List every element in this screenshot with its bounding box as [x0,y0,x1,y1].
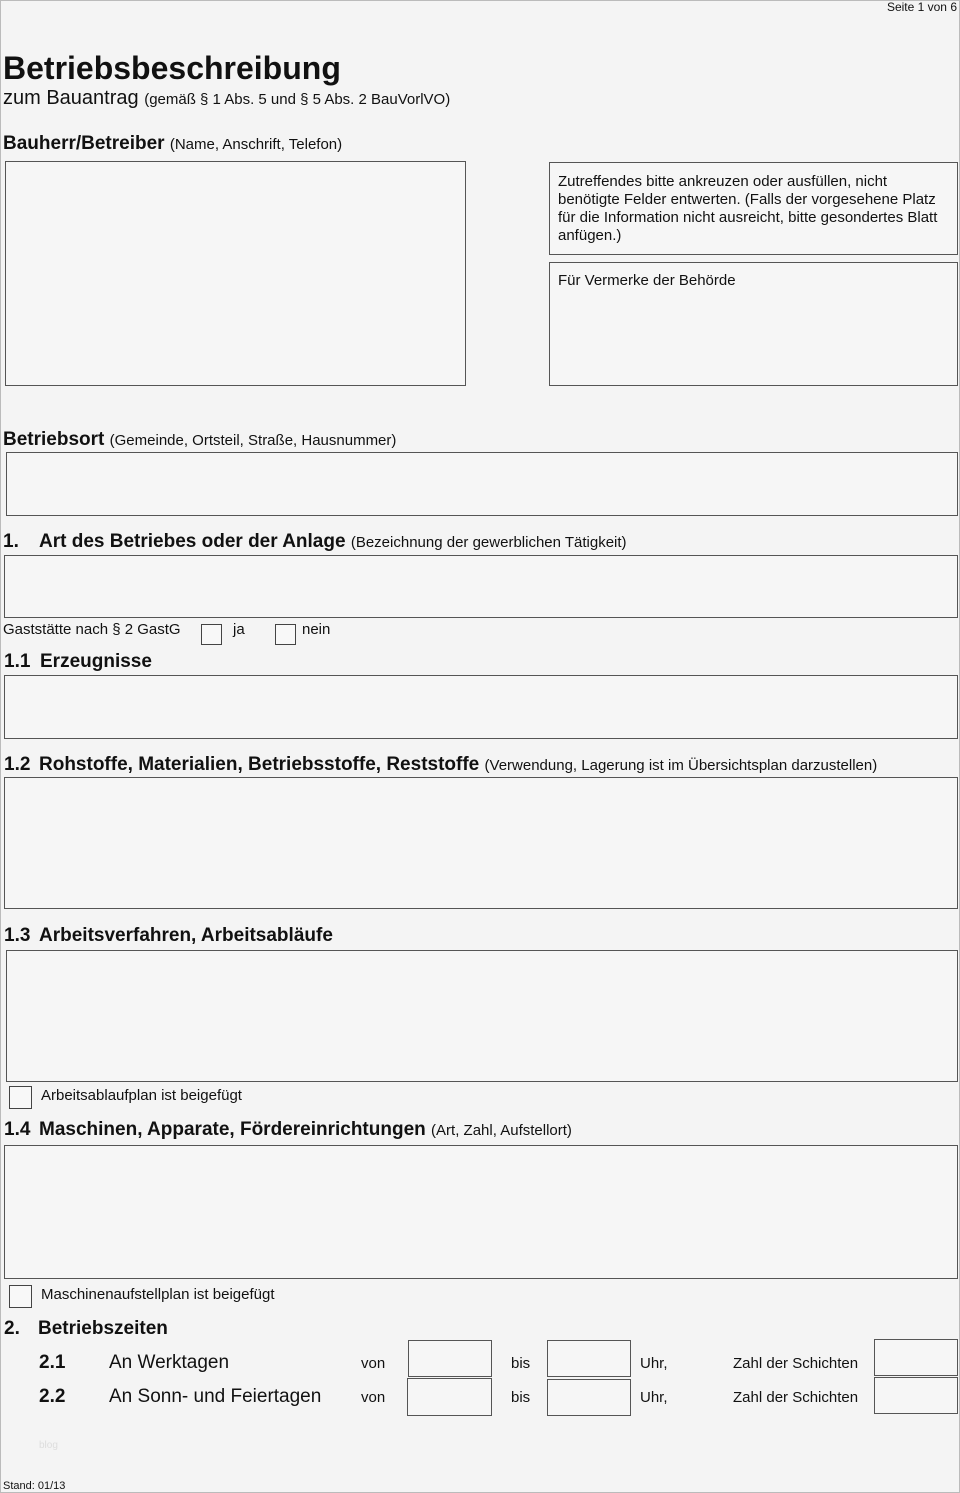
gaststaette-no-checkbox[interactable] [275,624,296,645]
section1-note: (Bezeichnung der gewerblichen Tätigkeit) [350,534,627,551]
weekday-to-input[interactable] [547,1340,631,1377]
section1-heading [3,532,627,551]
page-title: Betriebsbeschreibung [3,50,341,86]
section2-label: Betriebszeiten [38,1318,168,1339]
gaststaette-yes-label: ja [233,621,245,638]
betriebsort-note: (Gemeinde, Ortsteil, Straße, Hausnummer) [109,432,397,449]
section1-label: Art des Betriebes oder der Anlage [39,531,346,552]
section1-1-heading [4,652,152,671]
section1-3-heading [4,926,333,945]
section1-4-number: 1.4 [4,1119,31,1140]
row-2-2-shifts-label: Zahl der Schichten [733,1389,859,1406]
bauherr-note: (Name, Anschrift, Telefon) [169,136,343,153]
betriebsort-heading [3,430,396,449]
watermark: blog [39,1440,58,1451]
holiday-from-input[interactable] [407,1378,492,1416]
gaststaette-yes-checkbox[interactable] [201,624,222,645]
bauherr-field[interactable] [5,161,466,386]
section2-heading [4,1319,168,1338]
instructions-box [549,162,958,255]
section1-number: 1. [3,531,19,552]
business-type-field[interactable] [4,555,958,618]
section1-2-heading [4,755,877,774]
section1-3-number: 1.3 [4,925,31,946]
section1-4-note: (Art, Zahl, Aufstellort) [431,1122,572,1139]
section1-1-number: 1.1 [4,651,31,672]
section1-1-label: Erzeugnisse [40,651,152,672]
row-2-2-from-label: von [361,1389,386,1406]
authority-notes-box [549,262,958,386]
row-2-2-unit: Uhr, [640,1389,668,1406]
row-2-2-number: 2.2 [39,1386,66,1407]
materials-field[interactable] [4,777,958,909]
row-2-2-to-label: bis [511,1389,531,1406]
procedures-field[interactable] [6,950,958,1082]
machine-plan-label: Maschinenaufstellplan ist beigefügt [41,1286,275,1303]
subtitle-main: zum Bauantrag [3,87,139,109]
machine-plan-checkbox[interactable] [9,1285,32,1308]
workflow-plan-checkbox[interactable] [9,1086,32,1109]
section1-2-label: Rohstoffe, Materialien, Betriebsstoffe, Reststoffe [39,754,480,775]
betriebsort-field[interactable] [6,452,958,516]
weekday-shifts-input[interactable] [874,1339,958,1376]
section1-3-label: Arbeitsverfahren, Arbeitsabläufe [39,925,333,946]
gaststaette-no-label: nein [302,621,331,638]
row-2-2-label: An Sonn- und Feiertagen [109,1386,322,1407]
weekday-from-input[interactable] [408,1340,492,1377]
authority-notes-label: Für Vermerke der Behörde [558,272,736,289]
row-2-1-to-label: bis [511,1355,531,1372]
gaststaette-label: Gaststätte nach § 2 GastG [3,621,181,638]
workflow-plan-label: Arbeitsablaufplan ist beigefügt [41,1087,242,1104]
bauherr-label: Bauherr/Betreiber [3,133,165,154]
section1-4-label: Maschinen, Apparate, Fördereinrichtungen [39,1119,426,1140]
bauherr-heading [3,134,342,153]
section1-2-note: (Verwendung, Lagerung ist im Übersichtsplan darzustellen) [484,757,878,774]
row-2-1-unit: Uhr, [640,1355,668,1372]
holiday-shifts-input[interactable] [874,1377,958,1414]
section2-number: 2. [4,1318,20,1339]
betriebsort-label: Betriebsort [3,429,105,450]
row-2-1-from-label: von [361,1355,386,1372]
page-indicator: Seite 1 von 6 [886,0,957,14]
footer-stand: Stand: 01/13 [3,1480,66,1492]
instructions-text: Zutreffendes bitte ankreuzen oder ausfüllen, nicht benötigte Felder entwerten. (Falls der vorgesehene Platz für die Information nicht ausreicht, bitte gesondertes Blatt anfügen.) [558,173,938,244]
products-field[interactable] [4,675,958,739]
row-2-1-label: An Werktagen [109,1352,230,1373]
subtitle-note: (gemäß § 1 Abs. 5 und § 5 Abs. 2 BauVorlVO) [144,91,451,108]
machines-field[interactable] [4,1145,958,1279]
subtitle [3,88,450,108]
section1-2-number: 1.2 [4,754,31,775]
holiday-to-input[interactable] [547,1379,631,1416]
row-2-1-shifts-label: Zahl der Schichten [733,1355,859,1372]
row-2-1-number: 2.1 [39,1352,66,1373]
section1-4-heading [4,1120,572,1139]
